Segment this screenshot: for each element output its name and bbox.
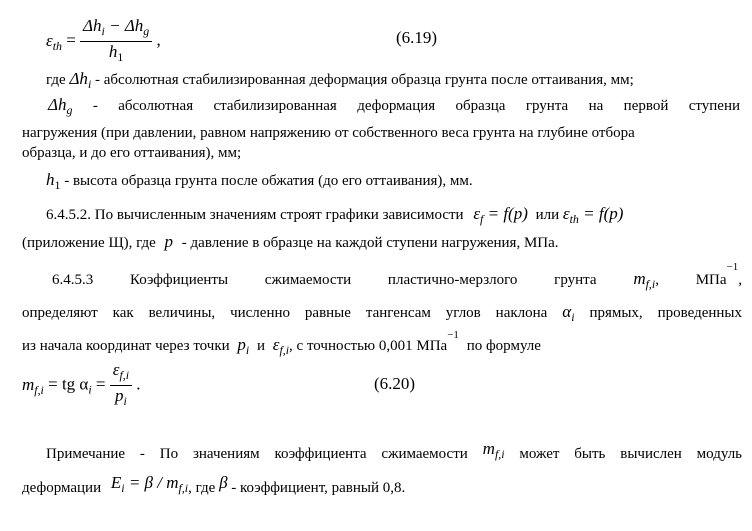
note-line2: деформации $E_i = \beta / m_{f,i}$, где β - коэффициент, равный 0,8. (22, 473, 406, 496)
definition-delta-hg-line2: нагружения (при давлении, равном напряжению от собственного веса грунта на глубине отбора (22, 125, 635, 141)
equation-number-6-20: (6.20) (374, 374, 416, 393)
definition-delta-hg: $\Delta h_g$ - абсолютная стабилизированная деформация образца грунта на первой ступени (48, 95, 740, 118)
paragraph-6-4-5-2-line1: 6.4.5.2. По вычисленным значениям строят графики зависимости $\varepsilon_f = f(p)$ или $\varepsilon_{th} = f(p)$ (46, 204, 624, 227)
definition-h1: $h_1$ - высота образца грунта после обжатия (до его оттаивания), мм. (46, 170, 473, 193)
definition-delta-hi: где $\Delta h_i$ - абсолютная стабилизированная деформация образца грунта после оттаивания, мм; (46, 69, 634, 92)
equation-6-19: $\varepsilon_{th}$ = $\frac{\Delta h_i - \Delta h_g}{h_1}$ , (46, 16, 161, 67)
definition-delta-hg-line3: образца, и до его оттаивания), мм; (22, 145, 242, 161)
eq619-fraction: $\frac{\Delta h_i - \Delta h_g}{h_1}$ (80, 16, 152, 67)
equation-number-6-19: (6.19) (396, 28, 438, 47)
paragraph-6-4-5-3-line1: 6.4.5.3 Коэффициенты сжимаемости пластично-мерзлого грунта $m_{f,i}$, МПа$^{-1}$, (52, 261, 743, 292)
note-line1: Примечание - По значениям коэффициента сжимаемости $m_{f,i}$ может быть вычислен модуль (46, 439, 743, 462)
eq620-fraction: $\frac{\varepsilon_{f,i}}{p_i}$ (110, 360, 132, 411)
paragraph-6-4-5-2-line2: (приложение Щ), где p - давление в образце на каждой ступени нагружения, МПа. (22, 232, 559, 251)
eq619-lhs: $\varepsilon_{th}$ (46, 30, 62, 53)
paragraph-6-4-5-3-line3: из начала координат через точки $p_i$ и $\varepsilon_{f,i}$, с точностью 0,001 МПа$^{-1}$ по формуле (22, 329, 541, 358)
equation-6-20: $m_{f,i}$ = tg $\alpha_i$ = $\frac{\varepsilon_{f,i}}{p_i}$ . (22, 360, 141, 411)
paragraph-6-4-5-3-line2: определяют как величины, численно равные тангенсам углов наклона $\alpha_i$ прямых, проведенных (22, 302, 743, 325)
